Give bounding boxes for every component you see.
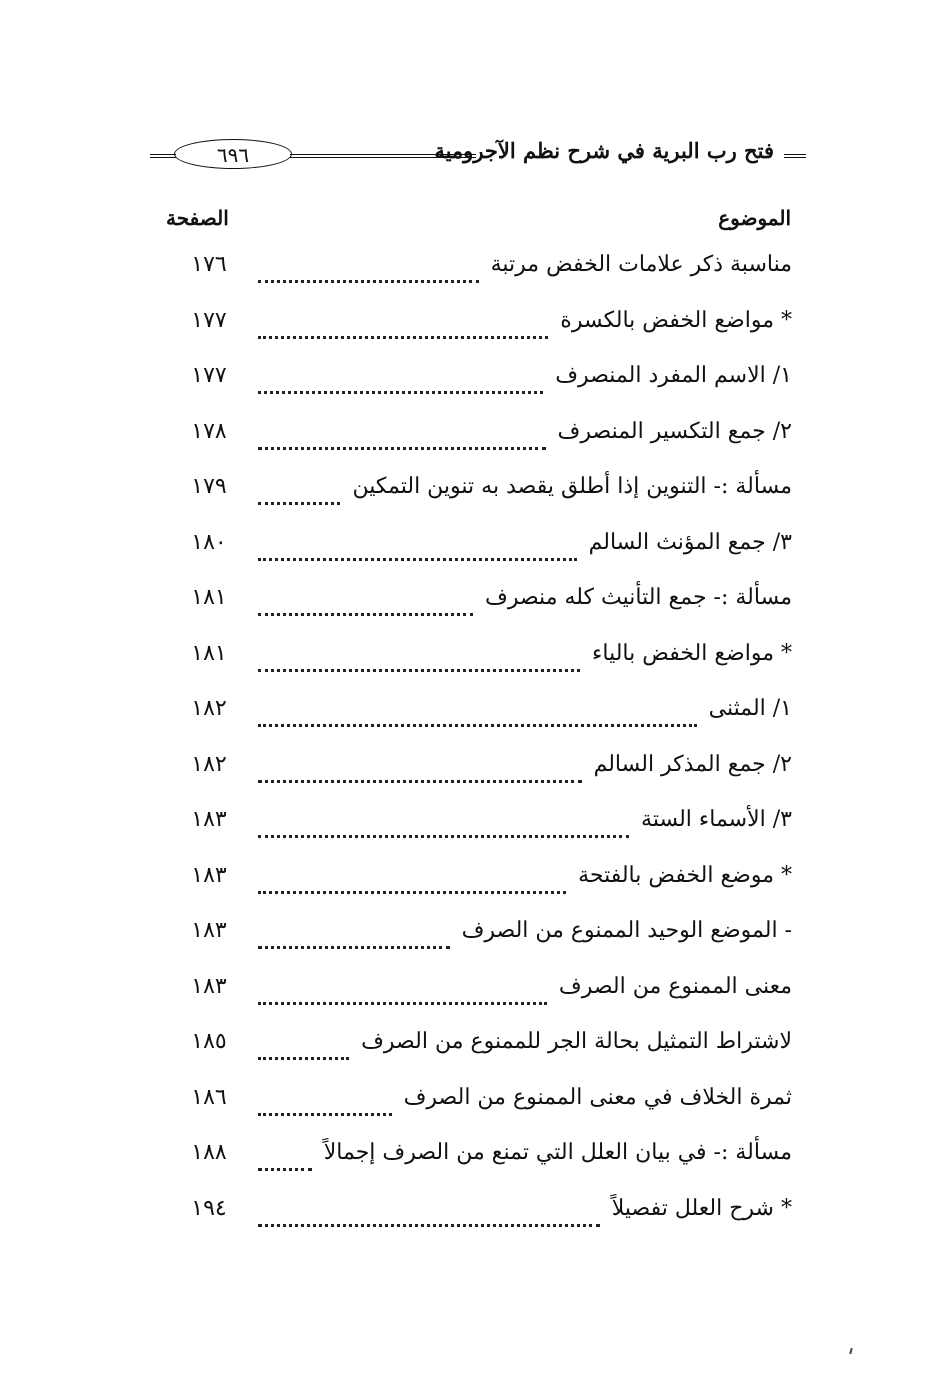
toc-entry-page: ١٨٠ — [191, 529, 227, 555]
toc-entry — [160, 970, 792, 1026]
toc-entry-title: * شرح العلل تفصيلاً — [611, 1195, 792, 1221]
toc-entry — [160, 1025, 792, 1081]
toc-leader-dots — [258, 502, 340, 505]
toc-leader-dots — [258, 280, 479, 283]
book-title: فتح رب البرية في شرح نظم الآجرومية — [434, 138, 774, 163]
toc-entry-title: - الموضع الوحيد الممنوع من الصرف — [461, 918, 792, 943]
toc-entry-page: ١٨٣ — [191, 918, 227, 943]
page-column-heading: الصفحة — [166, 206, 229, 230]
toc-leader-dots — [258, 780, 582, 783]
toc-entry — [160, 748, 792, 804]
toc-entry-page: ١٨٣ — [191, 862, 227, 888]
toc-leader-dots — [258, 391, 543, 394]
toc-entry — [160, 692, 792, 748]
toc-entry — [160, 1192, 792, 1248]
toc-entry-title: ٣/ الأسماء الستة — [641, 807, 792, 832]
toc-entry — [160, 304, 792, 360]
toc-entry-title: ٢/ جمع التكسير المنصرف — [557, 418, 792, 444]
toc-entry-page: ١٧٧ — [191, 363, 227, 388]
toc-entry-page: ١٨٦ — [191, 1084, 227, 1110]
toc-entry-title: مسألة :- التنوين إذا أطلق يقصد به تنوين التمكين — [352, 474, 792, 499]
toc-entry — [160, 248, 792, 304]
toc-leader-dots — [258, 669, 580, 672]
toc-leader-dots — [258, 447, 546, 450]
running-header — [150, 136, 806, 176]
header-rule-right — [784, 154, 806, 158]
header-rule-middle — [290, 154, 476, 158]
toc-leader-dots — [258, 1113, 392, 1116]
toc-leader-dots — [258, 558, 577, 561]
toc-entry-page: ١٨٣ — [191, 807, 227, 832]
toc-entry — [160, 359, 792, 415]
toc-entry-title: معنى الممنوع من الصرف — [558, 973, 792, 999]
toc-entry-title: ٣/ جمع المؤنث السالم — [588, 529, 792, 555]
toc-entry — [160, 637, 792, 693]
toc-entry — [160, 1136, 792, 1192]
toc-leader-dots — [258, 891, 566, 894]
toc-leader-dots — [258, 1224, 600, 1227]
toc-entry — [160, 470, 792, 526]
toc-leader-dots — [258, 1168, 312, 1171]
toc-leader-dots — [258, 336, 548, 339]
toc-entry — [160, 859, 792, 915]
toc-entry-title: مسألة :- في بيان العلل التي تمنع من الصرف إجمالاً — [323, 1140, 792, 1165]
toc-leader-dots — [258, 1002, 547, 1005]
toc-entry-page: ١٩٤ — [191, 1195, 227, 1221]
toc-entry-page: ١٨٣ — [191, 973, 227, 999]
toc-entry-title: ١/ الاسم المفرد المنصرف — [555, 363, 792, 388]
toc-entry-title: ثمرة الخلاف في معنى الممنوع من الصرف — [403, 1084, 792, 1110]
toc-entry-title: ١/ المثنى — [708, 696, 792, 721]
toc-entry — [160, 803, 792, 859]
toc-entry — [160, 415, 792, 471]
toc-entry-page: ١٧٧ — [191, 307, 227, 333]
table-of-contents — [160, 248, 792, 1247]
toc-entry-title: * موضع الخفض بالفتحة — [578, 862, 792, 888]
topic-column-heading: الموضوع — [718, 206, 791, 230]
toc-entry-page: ١٧٩ — [191, 474, 227, 499]
toc-entry-title: * مواضع الخفض بالكسرة — [560, 307, 792, 333]
toc-entry — [160, 1081, 792, 1137]
toc-entry-title: مسألة :- جمع التأنيث كله منصرف — [485, 585, 792, 610]
toc-entry-title: مناسبة ذكر علامات الخفض مرتبة — [490, 252, 792, 277]
toc-entry-title: لاشتراط التمثيل بحالة الجر للممنوع من الصرف — [361, 1029, 792, 1054]
scan-speck — [849, 1348, 852, 1354]
toc-entry-page: ١٨٢ — [191, 751, 227, 777]
toc-entry — [160, 581, 792, 637]
toc-entry-title: * مواضع الخفض بالياء — [592, 640, 792, 666]
toc-entry-page: ١٨١ — [191, 640, 227, 666]
toc-leader-dots — [258, 613, 473, 616]
toc-leader-dots — [258, 724, 697, 727]
toc-entry-page: ١٧٦ — [191, 252, 227, 277]
page-number: ٦٩٦ — [174, 139, 292, 169]
toc-entry — [160, 526, 792, 582]
toc-entry-page: ١٨١ — [191, 585, 227, 610]
toc-leader-dots — [258, 835, 629, 838]
toc-entry-page: ١٧٨ — [191, 418, 227, 444]
toc-entry-title: ٢/ جمع المذكر السالم — [593, 751, 792, 777]
toc-entry-page: ١٨٢ — [191, 696, 227, 721]
toc-entry-page: ١٨٨ — [191, 1140, 227, 1165]
header-rule-left — [150, 154, 176, 158]
toc-entry — [160, 914, 792, 970]
toc-leader-dots — [258, 1057, 349, 1060]
toc-entry-page: ١٨٥ — [191, 1029, 227, 1054]
toc-leader-dots — [258, 946, 450, 949]
